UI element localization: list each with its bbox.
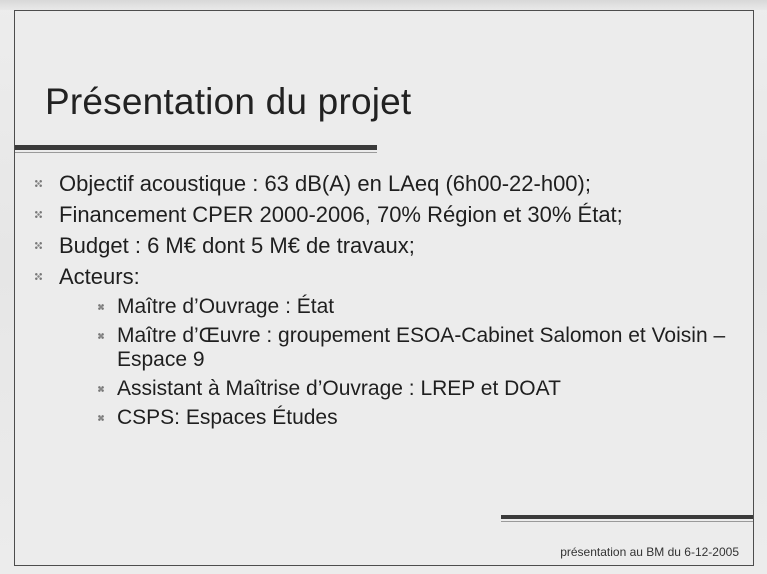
slide	[14, 10, 754, 566]
bullet-text: Budget : 6 M€ dont 5 M€ de travaux;	[59, 233, 415, 258]
bullet-icon	[33, 209, 44, 220]
sub-bullet-text: CSPS: Espaces Études	[117, 406, 338, 429]
bullet-icon	[33, 178, 44, 189]
sub-bullet-icon	[97, 303, 105, 311]
sub-bullet-icon	[97, 414, 105, 422]
scan-top-band	[0, 0, 767, 10]
bullet-item-budget	[31, 233, 751, 258]
bullet-list	[31, 171, 751, 435]
sub-bullet-text: Maître d’Ouvrage : État	[117, 295, 335, 318]
sub-bullet-maitre-ouvrage	[95, 295, 751, 319]
sub-bullet-text: Assistant à Maîtrise d’Ouvrage : LREP et DOAT	[117, 377, 561, 400]
sub-bullet-assistant	[95, 377, 751, 401]
sub-bullet-text: Maître d’Œuvre : groupement ESOA-Cabinet Salomon et Voisin –Espace 9	[117, 324, 726, 371]
title-underline-thin	[15, 152, 377, 153]
sub-bullet-icon	[97, 332, 105, 340]
bullet-text: Objectif acoustique : 63 dB(A) en LAeq (6h00-22-h00);	[59, 171, 591, 196]
bullet-item-objectif	[31, 171, 751, 196]
sub-bullet-maitre-oeuvre	[95, 324, 751, 372]
title-underline	[15, 145, 377, 150]
slide-title: Présentation du projet	[45, 81, 412, 122]
footer-rule-thin	[501, 521, 754, 522]
slide-footer: présentation au BM du 6-12-2005	[560, 545, 739, 559]
bullet-item-financement	[31, 202, 751, 227]
footer-rule	[501, 515, 754, 519]
bullet-icon	[33, 240, 44, 251]
bullet-icon	[33, 271, 44, 282]
bullet-text: Acteurs:	[59, 264, 140, 289]
sub-bullet-icon	[97, 385, 105, 393]
bullet-item-acteurs	[31, 264, 751, 289]
bullet-text: Financement CPER 2000-2006, 70% Région et 30% État;	[59, 202, 623, 227]
sub-bullet-csps	[95, 406, 751, 430]
